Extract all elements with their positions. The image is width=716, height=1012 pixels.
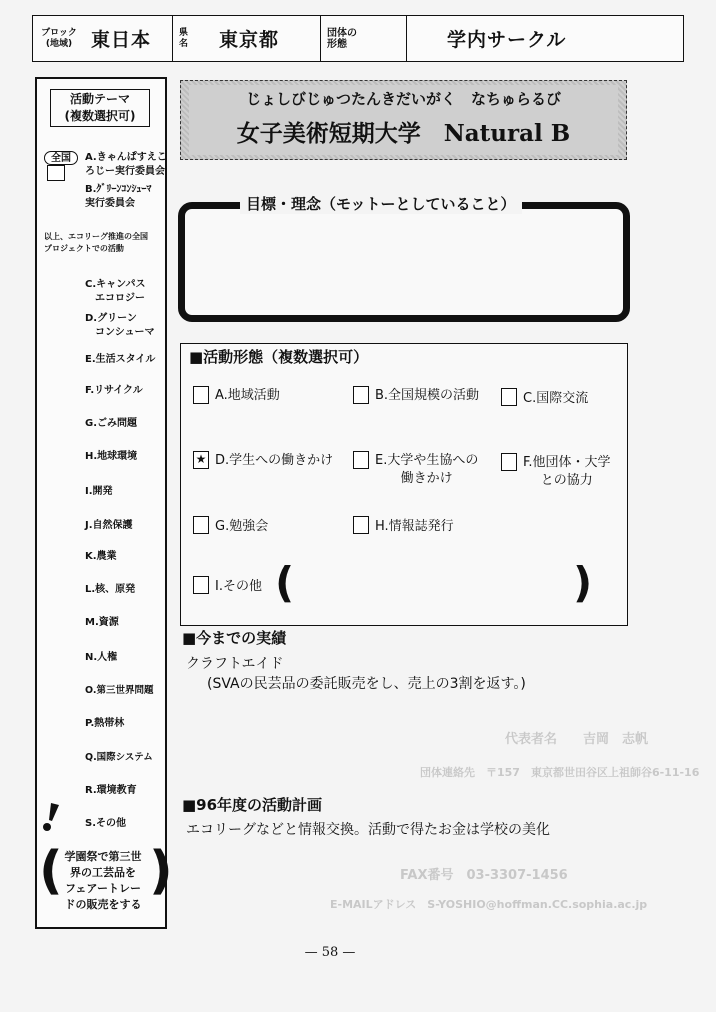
theme-item: P.熱帯林 <box>85 718 125 729</box>
org-label: 団体の 形態 <box>327 27 357 50</box>
checkbox-d[interactable]: ★ <box>193 451 209 469</box>
national-checkbox <box>47 165 65 181</box>
checkbox-h[interactable] <box>353 516 369 534</box>
activity-form-box <box>180 343 628 626</box>
pref-value: 東京都 <box>219 29 280 51</box>
theme-item: R.環境教育 <box>85 785 137 796</box>
theme-sidebar <box>35 77 173 929</box>
national-item-a: A.きゃんぱすえこ ろじー実行委員会 <box>85 152 167 177</box>
theme-item: C.キャンパス エコロジー <box>85 279 146 304</box>
show-through-line: FAX番号 03-3307-1456 <box>400 868 568 883</box>
theme-item: K.農業 <box>85 551 117 562</box>
page-number: — 58 — <box>304 945 356 960</box>
show-through-line: 団体連絡先 〒157 東京都世田谷区上祖師谷6-11-16 <box>420 766 700 779</box>
national-item-b: B.ｸﾞﾘｰﾝｺﾝｼｭｰﾏ 実行委員会 <box>85 184 152 209</box>
plan-line: エコリーグなどと情報交換。活動で得たお金は学校の美化 <box>186 822 550 838</box>
theme-item: E.生活スタイル <box>85 354 156 365</box>
achievements-title: ■今までの実績 <box>182 629 287 647</box>
organization-name: 女子美術短期大学 Natural B <box>236 120 571 147</box>
motto-box <box>178 202 630 322</box>
plan-title: ■96年度の活動計画 <box>182 796 323 814</box>
close-paren: ) <box>149 841 173 901</box>
checkbox-e[interactable] <box>353 451 369 469</box>
block-label: ブロック (地域) <box>41 27 77 49</box>
option-label-h: H.情報誌発行 <box>375 519 454 534</box>
checkbox-b[interactable] <box>353 386 369 404</box>
block-cell <box>33 16 173 61</box>
exclamation-icon <box>39 801 61 833</box>
theme-item: M.資源 <box>85 617 119 628</box>
theme-item: I.開発 <box>85 486 113 497</box>
org-value: 学内サークル <box>447 29 567 51</box>
pref-label: 県 名 <box>179 27 189 49</box>
option-label-i: I.その他 <box>215 579 262 594</box>
national-note: 以上、エコリーグ推進の全国 プロジェクトでの活動 <box>44 232 148 253</box>
other-open-paren: ( <box>275 558 295 607</box>
theme-item: D.グリーン コンシューマ <box>85 313 155 338</box>
option-label-a: A.地域活動 <box>215 388 280 403</box>
other-close-paren: ) <box>573 558 593 607</box>
header-table <box>32 15 684 62</box>
checkbox-f[interactable] <box>501 453 517 471</box>
org-label-cell <box>321 16 407 61</box>
motto-title: 目標・理念（モットーとしていること） <box>240 193 522 214</box>
option-label-d: D.学生への働きかけ <box>215 453 334 468</box>
national-tag: 全国 <box>44 151 78 165</box>
achievements-line: (SVAの民芸品の委託販売をし、売上の3割を返す。) <box>207 676 526 692</box>
option-label-g: G.勉強会 <box>215 519 269 534</box>
show-through-line: 代表者名 吉岡 志帆 <box>505 732 649 747</box>
theme-item: G.ごみ問題 <box>85 418 138 429</box>
checkbox-c[interactable] <box>501 388 517 406</box>
option-label-e: E.大学や生協への 働きかけ <box>375 453 479 486</box>
theme-item: N.人権 <box>85 652 118 663</box>
show-through-line: E-MAILアドレス S-YOSHIO@hoffman.CC.sophia.ac.jp <box>330 898 648 911</box>
title-inner <box>189 85 618 155</box>
theme-label: 活動テーマ (複数選択可) <box>50 89 150 127</box>
theme-item: S.その他 <box>85 818 127 829</box>
theme-item: H.地球環境 <box>85 451 138 462</box>
achievements-line: クラフトエイド <box>186 656 284 672</box>
title-band <box>180 80 627 160</box>
other-activity-note: 学園祭で第三世 界の工芸品を フェアートレー ドの販売をする <box>64 850 142 911</box>
pref-cell <box>173 16 321 61</box>
theme-item: Q.国際システム <box>85 752 153 763</box>
option-label-f: F.他団体・大学 との協力 <box>523 455 611 488</box>
checkbox-a[interactable] <box>193 386 209 404</box>
org-value-cell <box>407 16 683 61</box>
activity-title: ■活動形態（複数選択可） <box>189 348 369 366</box>
title-reading: じょしびじゅつたんきだいがく なちゅらるび <box>245 90 561 108</box>
option-label-c: C.国際交流 <box>523 391 589 406</box>
checkbox-g[interactable] <box>193 516 209 534</box>
open-paren: ( <box>39 841 63 901</box>
checkbox-i[interactable] <box>193 576 209 594</box>
theme-item: O.第三世界問題 <box>85 685 154 696</box>
theme-item: L.核、原発 <box>85 584 136 595</box>
theme-item: F.リサイクル <box>85 385 143 396</box>
block-value: 東日本 <box>91 29 152 51</box>
option-label-b: B.全国規模の活動 <box>375 388 480 403</box>
theme-item: J.自然保護 <box>85 520 133 531</box>
